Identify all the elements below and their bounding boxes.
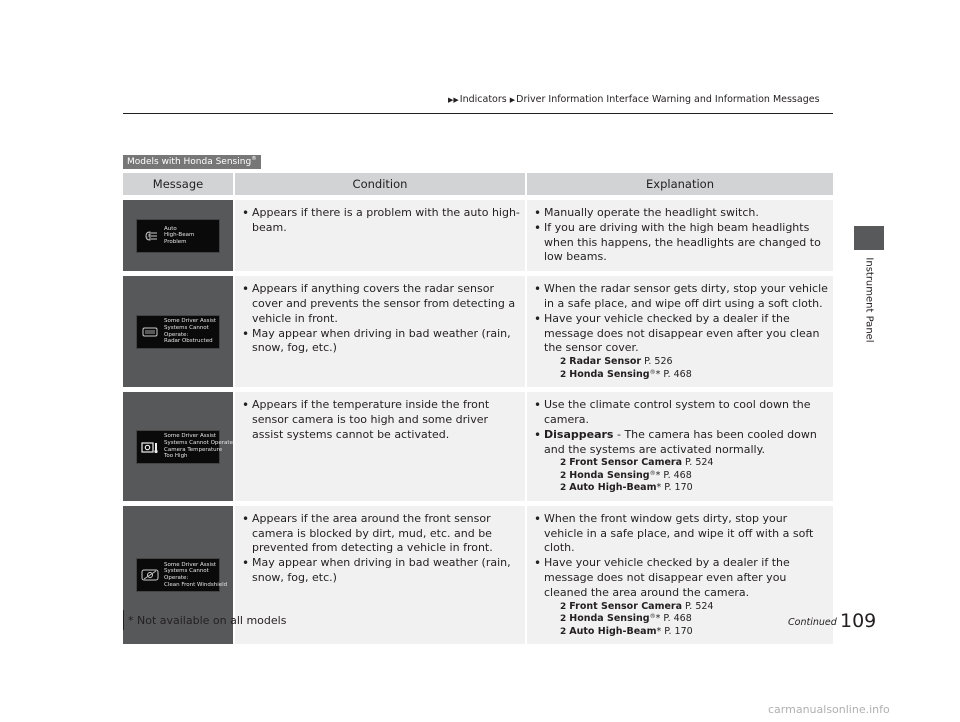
breadcrumb-arrow-icon: ▶▶ (448, 96, 459, 104)
condition-cell (233, 387, 525, 501)
table-row (123, 387, 833, 501)
explanation-cell (525, 195, 833, 271)
explanation-list (533, 206, 829, 265)
list-item: • Appears if anything covers the radar sensor cover and prevents the sensor from detecting a vehicle in front. (241, 282, 521, 326)
explanation-list (533, 282, 829, 381)
footnote-rule (123, 610, 124, 630)
message-cell (123, 195, 233, 271)
condition-list (241, 398, 521, 442)
explanation-cell (525, 271, 833, 387)
section-side-label: Instrument Panel (863, 257, 875, 343)
footnote: * Not available on all models (128, 614, 287, 627)
camera-temperature-icon (141, 440, 159, 454)
reference-link[interactable] (560, 356, 829, 369)
reference-list (544, 457, 829, 495)
list-item (533, 221, 829, 265)
auto-high-beam-icon (141, 229, 159, 243)
list-item: • Appears if the area around the front sensor camera is blocked by dirt, mud, etc. and be prevented from detecting a vehicle in front. (241, 512, 521, 556)
reference-page: P. 468 (660, 368, 692, 380)
section-tab (854, 226, 884, 250)
list-item: • May appear when driving in bad weather (rain, snow, fog, etc.) (241, 556, 521, 586)
message-table (123, 173, 833, 644)
reference-page: P. 468 (660, 613, 692, 625)
explanation-text: Use the climate control system to cool down the camera. (544, 398, 811, 426)
list-item (533, 312, 829, 381)
list-item (533, 556, 829, 638)
explanation-cell (525, 501, 833, 644)
radar-sensor-icon (141, 325, 159, 339)
explanation-text: If you are driving with the high beam headlights when this happens, the headlights are changed to low beams. (544, 220, 821, 264)
registered-mark: ® (649, 469, 656, 477)
breadcrumb-item[interactable]: Driver Information Interface Warning and Information Messages (516, 94, 820, 105)
explanation-text: Have your vehicle checked by a dealer if the message does not disappear even after you clean the sensor cover. (544, 311, 820, 355)
breadcrumb-item[interactable]: Indicators (459, 94, 507, 105)
reference-link[interactable] (560, 601, 829, 614)
availability-asterisk: * (656, 482, 662, 494)
reference-arrow-icon: 2 (560, 369, 567, 380)
reference-link[interactable] (560, 369, 829, 382)
availability-asterisk: * (655, 613, 661, 625)
reference-page: P. 170 (661, 625, 693, 637)
explanation-list (533, 398, 829, 495)
breadcrumb-arrow-icon: ▶ (509, 96, 516, 104)
message-display (136, 558, 228, 592)
reference-arrow-icon: 2 (560, 357, 567, 368)
condition-cell (233, 195, 525, 271)
reference-arrow-icon: 2 (560, 483, 567, 494)
condition-list (241, 512, 521, 586)
reference-label: Radar Sensor (569, 356, 642, 368)
explanation-text: When the front window gets dirty, stop your vehicle in a safe place, and wipe it off with a soft cloth. (544, 511, 814, 555)
reference-label: Auto High-Beam (569, 482, 657, 494)
continued-label: Continued (788, 617, 837, 628)
reference-link[interactable] (560, 470, 829, 483)
reference-page: P. 526 (641, 356, 673, 368)
message-display-text: Some Driver Assist Systems Cannot Operate: Camera Temperature Too High (164, 433, 235, 460)
breadcrumb (448, 94, 820, 105)
message-cell (123, 271, 233, 387)
reference-label: Auto High-Beam (569, 625, 657, 637)
registered-mark: ® (649, 368, 656, 376)
list-item (533, 428, 829, 495)
watermark: carmanualsonline.info (768, 703, 890, 716)
reference-list (544, 356, 829, 381)
table-row (123, 271, 833, 387)
list-item (533, 398, 829, 428)
message-display (136, 430, 235, 464)
reference-link[interactable] (560, 457, 829, 470)
reference-page: P. 524 (682, 457, 714, 469)
reference-page: P. 170 (661, 482, 693, 494)
availability-asterisk: * (655, 368, 661, 380)
explanation-text: Manually operate the headlight switch. (544, 206, 759, 219)
explanation-text: When the radar sensor gets dirty, stop your vehicle in a safe place, and wipe off dirt using a soft cloth. (544, 282, 828, 310)
reference-label: Front Sensor Camera (569, 600, 683, 612)
message-display-text: Auto High-Beam Problem (164, 225, 195, 245)
table-row (123, 195, 833, 271)
bold-term: Disappears (544, 427, 614, 441)
header-rule (123, 113, 833, 114)
message-display (136, 315, 220, 349)
list-item (533, 206, 829, 221)
reference-link[interactable] (560, 482, 829, 495)
condition-list (241, 206, 521, 236)
availability-asterisk: * (655, 469, 661, 481)
reference-label: Front Sensor Camera (569, 457, 683, 469)
reference-page: P. 468 (660, 469, 692, 481)
list-item: • Appears if there is a problem with the auto high-beam. (241, 206, 521, 236)
list-item (533, 282, 829, 312)
reference-label: Honda Sensing (569, 613, 650, 625)
explanation-text: - The camera has been cooled down and the systems are activated normally. (544, 427, 817, 456)
reference-arrow-icon: 2 (560, 458, 567, 469)
reference-list (544, 601, 829, 639)
svg-text:A: A (147, 233, 151, 239)
page-number: 109 (840, 610, 877, 632)
reference-label: Honda Sensing (569, 368, 650, 380)
reference-arrow-icon: 2 (560, 601, 567, 612)
front-camera-blocked-icon (141, 568, 159, 582)
explanation-text: Have your vehicle checked by a dealer if the message does not disappear even after you cleaned the area around the camera. (544, 556, 790, 599)
column-header-condition: Condition (233, 173, 525, 195)
reference-label: Honda Sensing (569, 469, 650, 481)
list-item (533, 512, 829, 556)
message-display-text: Some Driver Assist Systems Cannot Operate: Clean Front Windshield (164, 561, 228, 588)
message-display (136, 219, 220, 253)
condition-cell (233, 271, 525, 387)
reference-arrow-icon: 2 (560, 626, 567, 637)
reference-arrow-icon: 2 (560, 470, 567, 481)
reference-page: P. 524 (682, 600, 714, 612)
explanation-cell (525, 387, 833, 501)
models-badge: Models with Honda Sensing® (123, 155, 261, 169)
list-item: • Appears if the temperature inside the front sensor camera is too high and some driver assist systems cannot be activated. (241, 398, 521, 442)
condition-list (241, 282, 521, 356)
column-header-message: Message (123, 173, 233, 195)
message-cell (123, 387, 233, 501)
message-display-text: Some Driver Assist Systems Cannot Operate: Radar Obstructed (164, 318, 217, 345)
list-item: • May appear when driving in bad weather (rain, snow, fog, etc.) (241, 327, 521, 357)
explanation-list (533, 512, 829, 638)
registered-mark: ® (649, 613, 656, 621)
column-header-explanation: Explanation (525, 173, 833, 195)
availability-asterisk: * (656, 625, 662, 637)
reference-arrow-icon: 2 (560, 614, 567, 625)
